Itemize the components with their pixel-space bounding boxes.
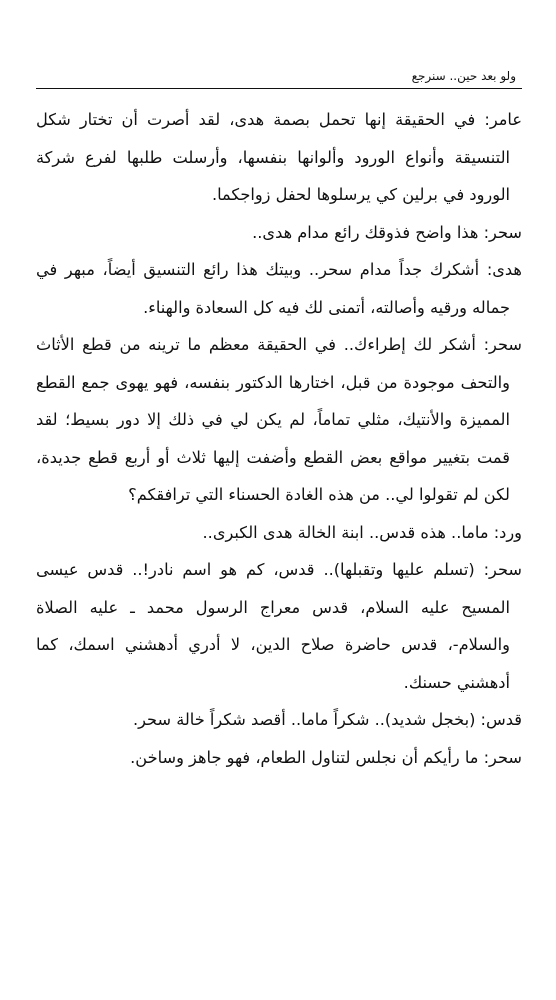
speaker-name: سحر: — [483, 560, 522, 579]
header-rule — [36, 88, 522, 89]
dialogue-paragraph — [36, 251, 522, 326]
dialogue-paragraph — [36, 101, 522, 214]
dialogue-text: ما رأيكم أن نجلس لتناول الطعام، فهو جاهز وساخن. — [130, 747, 479, 767]
running-header: ولو بعد حين.. سنرجع — [411, 69, 516, 83]
speaker-name: هدى: — [486, 260, 522, 279]
dialogue-text: أشكرك جداً مدام سحر.. وبيتك هذا رائع التنسيق أيضاً، مبهر في جماله ورقيه وأصالته، أتمنى لك فيه كل السعادة والهناء. — [36, 260, 510, 317]
speaker-name: عامر: — [484, 110, 523, 129]
dialogue-paragraph — [36, 551, 522, 701]
dialogue-paragraph — [36, 514, 522, 552]
dialogue-text: ماما.. هذه قدس.. ابنة الخالة هدى الكبرى.. — [202, 522, 489, 542]
dialogue-paragraph — [36, 214, 522, 252]
dialogue-text: (بخجل شديد).. شكراً ماما.. أقصد شكراً خالة سحر. — [132, 710, 476, 729]
dialogue-text: هذا واضح فذوقك رائع مدام هدى.. — [252, 222, 479, 242]
speaker-name: قدس: — [480, 710, 522, 729]
speaker-name: سحر: — [483, 335, 522, 354]
dialogue-text: (تسلم عليها وتقبلها).. قدس، كم هو اسم نادر!.. قدس عيسى المسيح عليه السلام، قدس معراج الرسول محمد ـ عليه الصلاة والسلام-، قدس حاضرة صلاح الدين، لا أدري أدهشني اسمك، كما أدهشني حسنك. — [36, 560, 510, 692]
dialogue-text: في الحقيقة إنها تحمل بصمة هدى، لقد أصرت أن تختار شكل التنسيقة وأنواع الورود وألوانها بنفسها، وأرسلت طلبها لفرع شركة الورود في برلين كي يرسلوها لحفل زواجكما. — [36, 110, 510, 204]
dialogue-paragraph — [36, 739, 522, 777]
speaker-name: سحر: — [483, 747, 522, 767]
speaker-name: سحر: — [483, 222, 522, 242]
dialogue-text: أشكر لك إطراءك.. في الحقيقة معظم ما ترينه من قطع الأثاث والتحف موجودة من قبل، اختارها الدكتور بنفسه، فهو يهوى جمع القطع المميزة والأنتيك، مثلي تماماً، لم يكن لي في ذلك إلا دور بسيط؛ لقد قمت بتغيير مواقع بعض القطع وأضفت إليها ثلاث أو أربع قطع جديدة، لكن لم تقولوا لي.. من هذه الغادة الحسناء التي ترافقكم؟ — [36, 335, 510, 504]
dialogue-paragraph — [36, 326, 522, 514]
dialogue-body — [36, 101, 522, 776]
speaker-name: ورد: — [493, 522, 522, 542]
dialogue-paragraph — [36, 701, 522, 739]
